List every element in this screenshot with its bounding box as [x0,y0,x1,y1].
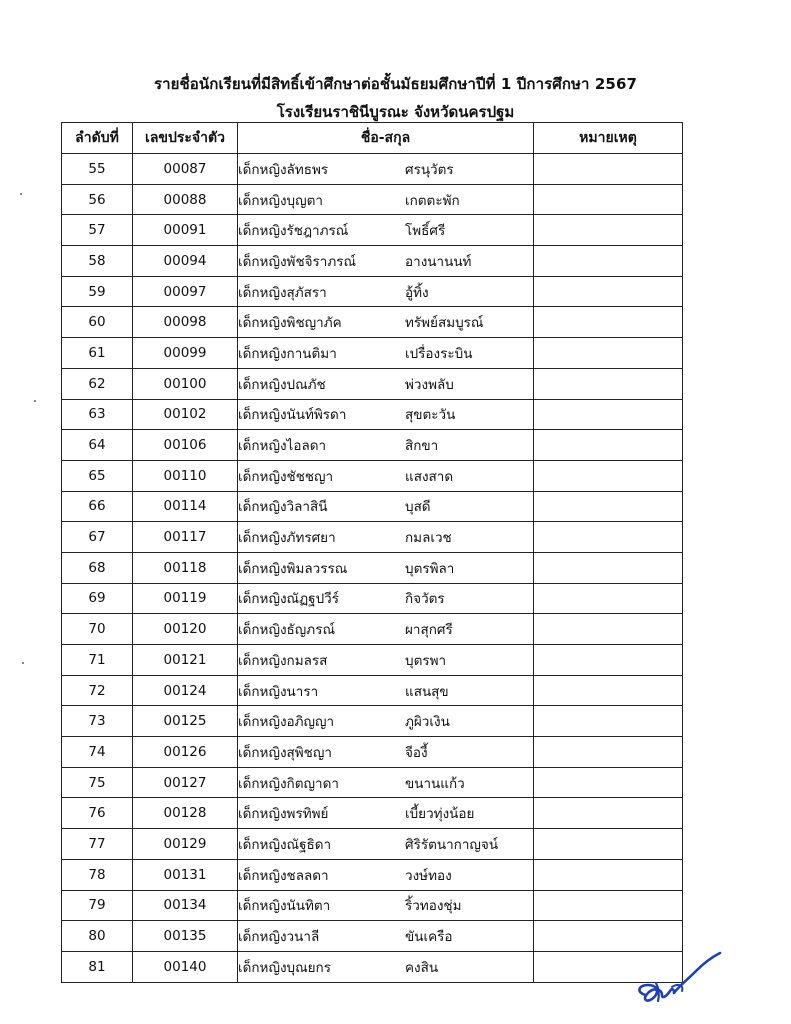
student-id: 00135 [133,921,238,952]
student-last-name: ริ้วทองชุ่ม [405,898,462,915]
student-first-name: เด็กหญิงสุพิชญา [238,744,332,761]
student-name [238,522,534,553]
row-number: 72 [62,675,133,706]
scan-speck [22,662,24,664]
column-header-name: ชื่อ-สกุล [238,123,534,154]
table-row [62,921,683,952]
table-row [62,399,683,430]
row-number: 62 [62,368,133,399]
student-first-name: เด็กหญิงชัชชญา [238,468,334,485]
student-name [238,737,534,768]
student-note [534,368,683,399]
student-note [534,583,683,614]
student-first-name: เด็กหญิงอภิญญา [238,714,335,731]
student-note [534,215,683,246]
student-name [238,706,534,737]
student-first-name: เด็กหญิงบุญตา [238,192,323,209]
student-first-name: เด็กหญิงลัทธพร [238,161,329,178]
student-id: 00134 [133,890,238,921]
student-id: 00127 [133,767,238,798]
table-row [62,798,683,829]
student-id: 00124 [133,675,238,706]
student-name [238,368,534,399]
student-first-name: เด็กหญิงพรทิพย์ [238,806,329,823]
table-row [62,460,683,491]
student-name [238,645,534,676]
student-note [534,737,683,768]
row-number: 69 [62,583,133,614]
student-last-name: อู้ทิ้ง [405,284,429,301]
row-number: 55 [62,154,133,185]
student-last-name: อางนานนท์ [405,253,472,270]
student-first-name: เด็กหญิงบุณยกร [238,959,331,976]
student-last-name: จีองี้ [405,744,428,761]
table-row [62,522,683,553]
student-note [534,430,683,461]
student-last-name: สุขตะวัน [405,407,456,424]
row-number: 74 [62,737,133,768]
student-id: 00129 [133,829,238,860]
student-name [238,921,534,952]
row-number: 67 [62,522,133,553]
student-last-name: บุสดี [405,499,431,516]
row-number: 60 [62,307,133,338]
student-last-name: ภูผิวเงิน [405,714,450,731]
student-last-name: คงสิน [405,959,439,976]
student-id: 00094 [133,246,238,277]
student-first-name: เด็กหญิงสุภัสรา [238,284,327,301]
student-id: 00119 [133,583,238,614]
student-id: 00110 [133,460,238,491]
table-row [62,368,683,399]
document-title: รายชื่อนักเรียนที่มีสิทธิ์เข้าศึกษาต่อชั้นมัธยมศึกษาปีที่ 1 ปีการศึกษา 2567 [153,75,638,93]
row-number: 70 [62,614,133,645]
student-first-name: เด็กหญิงนันทิตา [238,898,331,915]
student-last-name: กมลเวช [405,530,452,547]
student-note [534,276,683,307]
student-note [534,184,683,215]
student-id: 00088 [133,184,238,215]
table-row [62,552,683,583]
student-name [238,859,534,890]
student-id: 00131 [133,859,238,890]
table-row [62,951,683,982]
student-id: 00100 [133,368,238,399]
row-number: 63 [62,399,133,430]
student-first-name: เด็กหญิงภัทรศยา [238,530,336,547]
table-row [62,859,683,890]
student-id: 00120 [133,614,238,645]
student-id: 00087 [133,154,238,185]
student-note [534,829,683,860]
student-id: 00102 [133,399,238,430]
student-note [534,767,683,798]
table-row [62,645,683,676]
student-first-name: เด็กหญิงกานติมา [238,345,337,362]
student-first-name: เด็กหญิงกิตญาดา [238,775,339,792]
student-last-name: แสงสาด [405,468,454,485]
row-number: 71 [62,645,133,676]
table-header-row [62,123,683,154]
student-id: 00091 [133,215,238,246]
student-id: 00117 [133,522,238,553]
student-name [238,798,534,829]
row-number: 81 [62,951,133,982]
student-first-name: เด็กหญิงชลลดา [238,867,329,884]
row-number: 75 [62,767,133,798]
table-row [62,307,683,338]
column-header-number: ลำดับที่ [62,123,133,154]
row-number: 80 [62,921,133,952]
student-note [534,645,683,676]
row-number: 66 [62,491,133,522]
student-table [61,122,683,983]
table-row [62,430,683,461]
table-row [62,276,683,307]
student-first-name: เด็กหญิงพิมลวรรณ [238,560,348,577]
row-number: 78 [62,859,133,890]
student-name [238,184,534,215]
student-last-name: เกตตะพัก [405,192,460,209]
table-row [62,338,683,369]
student-note [534,675,683,706]
student-id: 00106 [133,430,238,461]
row-number: 68 [62,552,133,583]
column-header-note: หมายเหตุ [534,123,683,154]
student-last-name: แสนสุข [405,683,449,700]
student-name [238,215,534,246]
student-note [534,460,683,491]
student-name [238,399,534,430]
row-number: 76 [62,798,133,829]
student-last-name: เบี้ยวทุ่งน้อย [405,806,475,823]
student-first-name: เด็กหญิงรัชฎาภรณ์ [238,223,349,240]
table-row [62,491,683,522]
student-name [238,552,534,583]
student-note [534,706,683,737]
student-name [238,338,534,369]
school-name: โรงเรียนราชินีบูรณะ จังหวัดนครปฐม [276,103,515,121]
table-row [62,737,683,768]
student-last-name: กิจวัตร [405,591,445,608]
row-number: 56 [62,184,133,215]
student-name [238,583,534,614]
table-row [62,767,683,798]
student-id: 00128 [133,798,238,829]
student-name [238,246,534,277]
student-last-name: โพธิ์ศรี [405,223,446,240]
student-first-name: เด็กหญิงณัฏฐปวีร์ [238,591,339,608]
scan-speck [20,193,22,195]
student-id: 00121 [133,645,238,676]
student-name [238,307,534,338]
student-last-name: พ่วงพลับ [405,376,454,393]
student-note [534,399,683,430]
row-number: 73 [62,706,133,737]
table-row [62,184,683,215]
row-number: 79 [62,890,133,921]
row-number: 61 [62,338,133,369]
table-row [62,215,683,246]
student-last-name: สิกขา [405,438,439,455]
row-number: 77 [62,829,133,860]
student-note [534,522,683,553]
signature-icon [632,947,724,1009]
row-number: 57 [62,215,133,246]
student-id: 00097 [133,276,238,307]
student-first-name: เด็กหญิงพัชจิราภรณ์ [238,253,357,270]
student-first-name: เด็กหญิงนันท์พิรดา [238,407,347,424]
student-name [238,460,534,491]
student-name [238,614,534,645]
table-row [62,614,683,645]
row-number: 59 [62,276,133,307]
student-last-name: ศรนุวัตร [405,161,454,178]
table-row [62,583,683,614]
student-first-name: เด็กหญิงกมลรส [238,652,328,669]
column-header-id: เลขประจำตัว [133,123,238,154]
student-name [238,767,534,798]
student-note [534,614,683,645]
table-row [62,706,683,737]
student-last-name: บุตรพิลา [405,560,455,577]
student-note [534,307,683,338]
table-row [62,890,683,921]
student-name [238,675,534,706]
student-name [238,951,534,982]
student-last-name: ทรัพย์สมบูรณ์ [405,315,484,332]
student-note [534,890,683,921]
student-last-name: ขันเครือ [405,929,453,946]
student-note [534,491,683,522]
student-first-name: เด็กหญิงนารา [238,683,319,700]
student-last-name: วงษ์ทอง [405,867,452,884]
student-id: 00098 [133,307,238,338]
student-id: 00118 [133,552,238,583]
student-first-name: เด็กหญิงณัฐธิดา [238,836,332,853]
student-note [534,798,683,829]
student-name [238,276,534,307]
student-name [238,154,534,185]
student-note [534,859,683,890]
student-name [238,829,534,860]
student-last-name: ศิริรัตนากาญจน์ [405,836,499,853]
scan-speck [34,400,36,402]
student-name [238,491,534,522]
student-first-name: เด็กหญิงพิชญาภัค [238,315,342,332]
student-last-name: ขนานแก้ว [405,775,465,792]
table-body [62,154,683,983]
student-name [238,430,534,461]
student-note [534,552,683,583]
table-row [62,675,683,706]
student-first-name: เด็กหญิงปณภัช [238,376,326,393]
student-note [534,246,683,277]
row-number: 58 [62,246,133,277]
student-first-name: เด็กหญิงไอลดา [238,438,327,455]
table-row [62,246,683,277]
student-id: 00099 [133,338,238,369]
student-last-name: เปรื่องระบิน [405,345,473,362]
student-first-name: เด็กหญิงวนาลี [238,929,320,946]
table-row [62,154,683,185]
student-id: 00126 [133,737,238,768]
student-note [534,338,683,369]
student-first-name: เด็กหญิงธัญภรณ์ [238,622,335,639]
student-first-name: เด็กหญิงวิลาสินี [238,499,328,516]
student-id: 00140 [133,951,238,982]
table-row [62,829,683,860]
student-name [238,890,534,921]
row-number: 64 [62,430,133,461]
row-number: 65 [62,460,133,491]
student-id: 00125 [133,706,238,737]
student-note [534,154,683,185]
student-id: 00114 [133,491,238,522]
student-last-name: ผาสุกศรี [405,622,453,639]
student-last-name: บุตรพา [405,652,447,669]
